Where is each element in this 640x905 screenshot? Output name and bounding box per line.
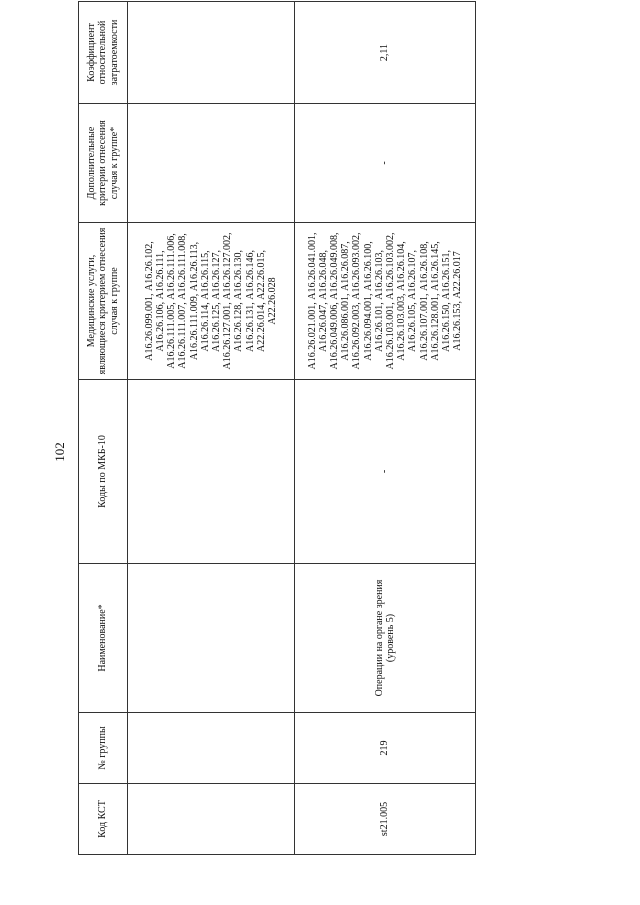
cell-mkb: - [295,380,476,564]
header-coefficient: Коэффициент относительной затратоемкости [79,2,128,104]
kst-table [78,1,476,855]
cell-name [128,564,295,713]
header-code: Код КСТ [79,784,128,855]
header-group: № группы [79,713,128,784]
page-number: 102 [52,442,67,462]
cell-coefficient: 2,11 [295,2,476,104]
cell-additional: - [295,104,476,223]
cell-additional [128,104,295,223]
header-mkb: Коды по МКБ-10 [79,380,128,564]
cell-services: А16.26.099.001, А16.26.102, А16.26.106, А16.26.111, А16.26.111.005, А16.26.111.006, А16.26.111.007, А16.26.111.008, А16.26.111.009, А16.26.113, А16.26.114, А16.26.115, А16.26.125, А16.26.127, А16.26.127.001, А16.26.127.002, А16.26.128, А16.26.130, А16.26.131, А16.26.146, А22.26.014, А22.26.015, А22.26.028 [128,223,295,380]
header-services: Медицинские услуги, являющиеся критерием отнесения случая к группе [79,223,128,380]
header-name: Наименование* [79,564,128,713]
header-row [79,2,128,855]
cell-services: А16.26.021.001, А16.26.041.001, А16.26.047, А16.26.048, А16.26.049.006, А16.26.049.008, А16.26.086.001, А16.26.087, А16.26.092.003, А16.26.093.002, А16.26.094.001, А16.26.100, А16.26.101, А16.26.103, А16.26.103.001, А16.26.103.002, А16.26.103.003, А16.26.104, А16.26.105, А16.26.107, А16.26.107.001, А16.26.108, А16.26.128.001, А16.26.145, А16.26.150, А16.26.151, А16.26.153, А22.26.017 [295,223,476,380]
cell-code [128,784,295,855]
cell-group [128,713,295,784]
table-row [295,2,476,855]
table-region [78,19,468,855]
rotated-sheet [78,19,468,855]
cell-name: Операции на органе зрения (уровень 5) [295,564,476,713]
cell-code: st21.005 [295,784,476,855]
table-row [128,2,295,855]
cell-coefficient [128,2,295,104]
header-additional: Дополнительные критерии отнесения случая к группе* [79,104,128,223]
cell-mkb [128,380,295,564]
cell-group: 219 [295,713,476,784]
